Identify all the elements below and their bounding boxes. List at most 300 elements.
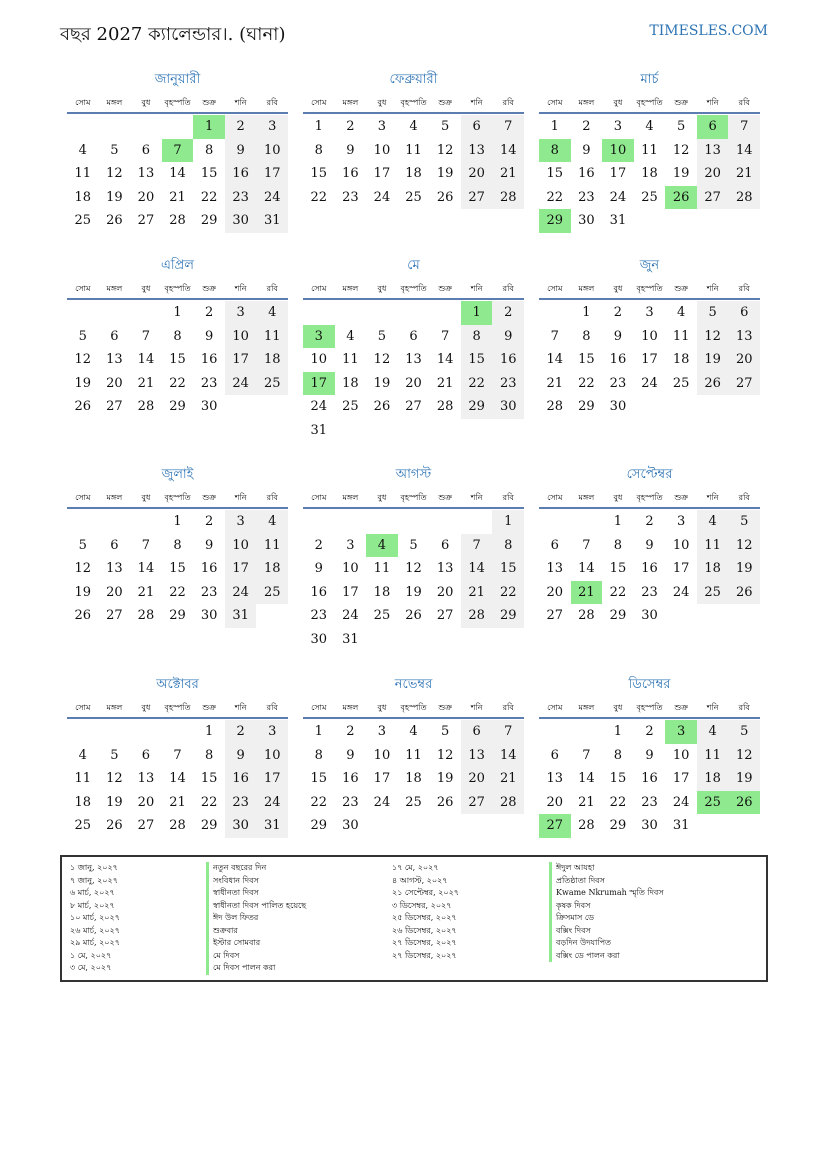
weekday-label: বুধ <box>377 97 387 107</box>
week-row <box>539 301 760 325</box>
weekday-label: শুক্র <box>674 702 688 712</box>
weekend-day-cell: 13 <box>461 744 493 768</box>
week-row <box>539 186 760 210</box>
weekend-day-cell: 25 <box>697 581 729 605</box>
day-cell: 20 <box>106 375 123 391</box>
day-cell: 26 <box>436 189 454 205</box>
weekday-label: রবি <box>738 97 750 107</box>
week-row <box>67 534 288 558</box>
week-row <box>303 139 524 163</box>
day-cell: 10 <box>641 328 658 344</box>
day-cell: 26 <box>405 608 422 623</box>
week-row <box>67 510 288 534</box>
day-cell: 25 <box>405 794 422 810</box>
weekday-header <box>67 489 288 509</box>
day-cell: 4 <box>78 142 87 158</box>
empty-day-cell <box>303 301 335 325</box>
legend-item: ৬ মার্চ, ২০২৭ <box>70 888 115 897</box>
weekday-header <box>303 489 524 509</box>
weekday-label: সোম <box>547 97 563 107</box>
holiday-day-cell: 27 <box>539 814 571 838</box>
day-cell: 4 <box>676 305 686 320</box>
weekend-day-cell: 20 <box>461 767 493 791</box>
week-row <box>67 814 288 838</box>
day-cell: 6 <box>110 537 119 553</box>
legend-item: ৪ আগস্ট, ২০২৭ <box>392 875 448 885</box>
week-row <box>539 720 760 744</box>
weekend-day-cell: 20 <box>728 348 760 372</box>
day-cell: 22 <box>200 189 218 205</box>
empty-day-cell <box>492 628 524 652</box>
week-row <box>539 604 760 628</box>
day-cell: 18 <box>74 189 92 205</box>
day-cell: 2 <box>346 724 355 739</box>
day-cell: 22 <box>310 189 328 205</box>
day-cell: 17 <box>609 166 627 181</box>
day-cell: 25 <box>74 213 92 228</box>
week-row <box>539 557 760 581</box>
legend-item: ৩ মে, ২০২৭ <box>70 963 112 972</box>
weekend-day-cell: 6 <box>728 301 760 325</box>
weekend-day-cell: 22 <box>461 372 493 396</box>
weekend-day-cell: 13 <box>461 139 493 163</box>
weekend-day-cell: 22 <box>492 581 524 605</box>
day-cell: 15 <box>310 771 328 786</box>
month-name: ফেব্রুয়ারী <box>389 72 438 87</box>
day-cell: 2 <box>582 119 591 134</box>
day-cell: 30 <box>609 399 627 414</box>
empty-day-cell <box>728 395 760 419</box>
weekday-label: মঙ্গল <box>106 492 123 502</box>
day-cell: 21 <box>436 375 454 391</box>
day-cell: 10 <box>672 747 690 763</box>
day-cell: 12 <box>672 142 690 158</box>
week-row <box>303 814 524 838</box>
weekend-day-cell: 29 <box>492 604 524 628</box>
day-cell: 10 <box>342 561 359 576</box>
day-cell: 11 <box>672 328 690 344</box>
day-cell: 2 <box>204 514 214 529</box>
day-cell: 24 <box>310 399 328 414</box>
weekday-label: শনি <box>706 702 719 712</box>
day-cell: 3 <box>613 119 623 134</box>
day-cell: 10 <box>373 747 391 763</box>
weekend-day-cell: 23 <box>225 186 257 210</box>
weekday-label: শুক্র <box>202 283 216 293</box>
day-cell: 4 <box>346 328 355 344</box>
weekday-label: রবি <box>738 492 750 502</box>
weekend-day-cell: 5 <box>728 510 760 534</box>
weekend-day-cell: 27 <box>461 791 493 815</box>
weekday-label: বৃহস্পতি <box>400 97 427 107</box>
day-cell: 7 <box>173 747 182 763</box>
month-name: অক্টোবর <box>156 677 199 692</box>
weekday-label: শনি <box>234 283 247 293</box>
day-cell: 19 <box>436 771 454 786</box>
weekend-day-cell: 10 <box>225 325 257 349</box>
day-cell: 14 <box>137 352 155 367</box>
weekday-label: মঙ্গল <box>578 702 595 712</box>
weekend-day-cell: 6 <box>461 115 493 139</box>
weekend-day-cell: 20 <box>461 162 493 186</box>
day-cell: 8 <box>314 142 323 158</box>
weekday-label: রবি <box>266 702 278 712</box>
month-calendar <box>539 465 760 628</box>
weekday-label: শনি <box>234 97 247 107</box>
week-row <box>67 557 288 581</box>
month-name: নভেম্বর <box>394 677 433 692</box>
empty-day-cell <box>398 628 430 652</box>
weekend-day-cell: 12 <box>697 325 729 349</box>
legend-item: কৃষক দিবস <box>549 900 719 913</box>
day-cell: 21 <box>169 189 186 205</box>
day-cell: 9 <box>645 747 654 763</box>
day-cell: 24 <box>373 189 391 205</box>
weekday-label: বৃহস্পতি <box>164 283 191 293</box>
day-cell: 21 <box>169 794 186 810</box>
day-cell: 31 <box>342 631 359 647</box>
weekend-day-cell: 12 <box>728 744 760 768</box>
day-cell: 2 <box>346 119 355 134</box>
day-cell: 14 <box>578 561 595 576</box>
weekend-day-cell: 30 <box>225 814 257 838</box>
weekday-label: রবি <box>502 492 514 502</box>
day-cell: 10 <box>310 352 328 367</box>
day-cell: 1 <box>550 119 559 134</box>
weekend-day-cell: 1 <box>492 510 524 534</box>
day-cell: 9 <box>204 537 214 553</box>
day-cell: 20 <box>106 584 123 600</box>
day-cell: 30 <box>342 818 359 833</box>
empty-day-cell <box>130 510 162 534</box>
holiday-day-cell: 25 <box>697 791 729 815</box>
empty-day-cell <box>461 510 493 534</box>
weekday-header <box>303 280 524 300</box>
weekend-day-cell: 7 <box>461 534 493 558</box>
day-cell: 11 <box>405 747 422 763</box>
day-cell: 11 <box>405 142 422 158</box>
weekday-label: শনি <box>706 283 719 293</box>
day-cell: 28 <box>578 818 595 833</box>
weekend-day-cell: 24 <box>225 581 257 605</box>
month-name: মার্চ <box>640 72 659 87</box>
month-calendar <box>67 465 288 628</box>
weekday-label: সোম <box>547 283 563 293</box>
weekend-day-cell: 24 <box>256 186 288 210</box>
month-calendar <box>303 256 524 442</box>
weekday-label: সোম <box>75 283 91 293</box>
holiday-day-cell: 1 <box>461 301 493 325</box>
weekend-day-cell: 19 <box>728 767 760 791</box>
month-calendar <box>539 70 760 233</box>
day-cell: 5 <box>440 724 450 739</box>
day-cell: 27 <box>546 608 564 623</box>
empty-day-cell <box>99 510 131 534</box>
day-cell: 18 <box>373 584 391 600</box>
day-cell: 20 <box>546 794 564 810</box>
weekday-header <box>67 699 288 719</box>
day-cell: 7 <box>440 328 450 344</box>
holiday-day-cell: 3 <box>303 325 335 349</box>
empty-day-cell <box>225 395 257 419</box>
day-cell: 16 <box>310 584 328 600</box>
weekday-label: শনি <box>470 283 483 293</box>
day-cell: 31 <box>672 818 690 833</box>
weekend-day-cell: 11 <box>256 534 288 558</box>
week-row <box>539 510 760 534</box>
day-cell: 24 <box>609 189 627 205</box>
empty-day-cell <box>130 301 162 325</box>
day-cell: 13 <box>106 561 123 576</box>
empty-day-cell <box>130 720 162 744</box>
day-cell: 29 <box>578 399 595 414</box>
weekday-label: শুক্র <box>674 492 688 502</box>
day-cell: 29 <box>169 399 186 414</box>
week-row <box>67 581 288 605</box>
day-cell: 7 <box>582 537 591 553</box>
day-cell: 1 <box>582 305 591 320</box>
week-row <box>67 139 288 163</box>
day-cell: 24 <box>641 375 658 391</box>
weekend-day-cell: 7 <box>728 115 760 139</box>
day-cell: 16 <box>609 352 627 367</box>
day-cell: 12 <box>74 561 92 576</box>
day-cell: 16 <box>342 166 359 181</box>
day-cell: 17 <box>373 166 391 181</box>
weekend-day-cell: 4 <box>256 301 288 325</box>
week-row <box>303 557 524 581</box>
day-cell: 21 <box>578 794 595 810</box>
day-cell: 1 <box>613 724 623 739</box>
day-cell: 27 <box>436 608 454 623</box>
day-cell: 5 <box>409 537 418 553</box>
day-cell: 2 <box>314 537 323 553</box>
empty-day-cell <box>492 419 524 443</box>
day-cell: 11 <box>342 352 359 367</box>
day-cell: 2 <box>613 305 623 320</box>
empty-day-cell <box>665 209 697 233</box>
week-row <box>303 767 524 791</box>
day-cell: 8 <box>204 142 214 158</box>
empty-day-cell <box>162 115 194 139</box>
weekday-label: শুক্র <box>202 702 216 712</box>
empty-day-cell <box>366 301 398 325</box>
empty-day-cell <box>99 115 131 139</box>
day-cell: 29 <box>310 818 328 833</box>
week-row <box>67 767 288 791</box>
weekday-label: বৃহস্পতি <box>400 492 427 502</box>
day-cell: 7 <box>141 537 151 553</box>
day-cell: 26 <box>106 213 123 228</box>
legend-item: ২৭ ডিসেম্বর, ২০২৭ <box>392 938 457 947</box>
day-cell: 16 <box>578 166 595 181</box>
day-cell: 15 <box>546 166 564 181</box>
day-cell: 9 <box>204 328 214 344</box>
holiday-day-cell: 6 <box>697 115 729 139</box>
month-name: জুন <box>639 258 660 273</box>
day-cell: 16 <box>641 561 658 576</box>
week-row <box>539 162 760 186</box>
weekday-label: বুধ <box>613 492 623 502</box>
weekday-label: রবি <box>502 283 514 293</box>
weekday-label: বৃহস্পতি <box>636 702 663 712</box>
day-cell: 23 <box>578 189 595 205</box>
weekend-day-cell: 28 <box>492 791 524 815</box>
empty-day-cell <box>99 720 131 744</box>
legend-names-column-1 <box>206 862 376 975</box>
weekend-day-cell: 3 <box>256 720 288 744</box>
weekday-label: শুক্র <box>438 492 452 502</box>
empty-day-cell <box>67 510 99 534</box>
weekend-day-cell: 14 <box>492 139 524 163</box>
weekend-day-cell: 28 <box>728 186 760 210</box>
weekday-header <box>539 94 760 114</box>
day-cell: 29 <box>200 213 218 228</box>
day-cell: 9 <box>314 561 323 576</box>
day-cell: 6 <box>440 537 450 553</box>
weekday-label: মঙ্গল <box>342 702 359 712</box>
day-cell: 19 <box>672 166 690 181</box>
empty-day-cell <box>429 301 461 325</box>
weekend-day-cell: 28 <box>492 186 524 210</box>
day-cell: 9 <box>346 142 355 158</box>
weekend-day-cell: 9 <box>492 325 524 349</box>
weekend-day-cell: 10 <box>256 139 288 163</box>
holiday-day-cell: 7 <box>162 139 194 163</box>
day-cell: 14 <box>137 561 155 576</box>
month-name: আগস্ট <box>395 467 432 482</box>
weekend-day-cell: 4 <box>697 720 729 744</box>
day-cell: 22 <box>609 794 627 810</box>
weekday-label: শনি <box>706 97 719 107</box>
day-cell: 17 <box>641 352 658 367</box>
week-row <box>539 139 760 163</box>
weekday-label: সোম <box>311 702 327 712</box>
day-cell: 20 <box>405 375 422 391</box>
day-cell: 3 <box>676 514 686 529</box>
weekday-label: মঙ্গল <box>106 702 123 712</box>
empty-day-cell <box>67 115 99 139</box>
day-cell: 1 <box>173 514 182 529</box>
day-cell: 3 <box>346 537 355 553</box>
weekday-label: বৃহস্পতি <box>164 492 191 502</box>
empty-day-cell <box>366 510 398 534</box>
day-cell: 8 <box>314 747 323 763</box>
day-cell: 17 <box>373 771 391 786</box>
day-cell: 8 <box>204 747 214 763</box>
day-cell: 25 <box>74 818 92 833</box>
month-name: ডিসেম্বর <box>628 677 671 692</box>
empty-day-cell <box>461 419 493 443</box>
day-cell: 2 <box>204 305 214 320</box>
week-row <box>539 372 760 396</box>
day-cell: 28 <box>578 608 595 623</box>
weekend-day-cell: 23 <box>225 791 257 815</box>
legend-item: ২৬ মার্চ, ২০২৭ <box>70 925 120 935</box>
weekend-day-cell: 21 <box>461 581 493 605</box>
day-cell: 24 <box>672 794 690 810</box>
weekend-day-cell: 17 <box>256 162 288 186</box>
day-cell: 30 <box>641 818 658 833</box>
weekend-day-cell: 18 <box>697 557 729 581</box>
holiday-day-cell: 26 <box>665 186 697 210</box>
week-row <box>303 395 524 419</box>
weekend-day-cell: 15 <box>492 557 524 581</box>
empty-day-cell <box>665 604 697 628</box>
week-row <box>539 325 760 349</box>
weekend-day-cell: 25 <box>256 581 288 605</box>
day-cell: 5 <box>377 328 387 344</box>
month-calendar <box>303 465 524 651</box>
day-cell: 5 <box>78 537 87 553</box>
legend-item: ২৯ মার্চ, ২০২৭ <box>70 938 120 947</box>
weekend-day-cell: 16 <box>225 767 257 791</box>
weekday-label: বৃহস্পতি <box>636 492 663 502</box>
weekend-day-cell: 8 <box>461 325 493 349</box>
weekday-label: বৃহস্পতি <box>636 97 663 107</box>
weekday-header <box>67 94 288 114</box>
legend-item: নতুন বছরের দিন <box>206 862 376 875</box>
week-row <box>67 301 288 325</box>
week-row <box>303 301 524 325</box>
day-cell: 19 <box>106 794 123 810</box>
day-cell: 23 <box>200 375 218 391</box>
week-row <box>539 115 760 139</box>
day-cell: 23 <box>641 584 658 600</box>
day-cell: 11 <box>641 142 658 158</box>
legend-item: বক্সিং ডে পালন করা <box>549 950 719 963</box>
weekend-day-cell: 21 <box>492 162 524 186</box>
day-cell: 6 <box>141 142 151 158</box>
page-title: বছর 2027 ক্যালেন্ডার।. (ঘানা) <box>60 24 286 45</box>
day-cell: 17 <box>342 584 359 600</box>
day-cell: 16 <box>342 771 359 786</box>
weekend-day-cell: 2 <box>492 301 524 325</box>
weekday-label: শুক্র <box>674 283 688 293</box>
weekday-label: সোম <box>75 492 91 502</box>
weekend-day-cell: 10 <box>256 744 288 768</box>
day-cell: 17 <box>672 771 690 786</box>
day-cell: 5 <box>110 142 119 158</box>
empty-day-cell <box>429 814 461 838</box>
legend-item: ২১ সেপ্টেম্বর, ২০২৭ <box>392 888 459 897</box>
day-cell: 13 <box>405 352 422 367</box>
legend-item: ৩ ডিসেম্বর, ২০২৭ <box>392 900 452 910</box>
weekday-label: শনি <box>470 702 483 712</box>
legend-item: Kwame Nkrumah স্মৃতি দিবস <box>549 887 719 900</box>
legend-item: স্বাধীনতা দিবস পালিত হয়েছে <box>206 900 376 913</box>
day-cell: 1 <box>173 305 182 320</box>
day-cell: 25 <box>373 608 391 623</box>
weekday-label: সোম <box>311 283 327 293</box>
day-cell: 5 <box>676 119 686 134</box>
day-cell: 19 <box>436 166 454 181</box>
site-link[interactable]: TIMESLES.COM <box>649 23 768 39</box>
day-cell: 3 <box>377 119 387 134</box>
day-cell: 9 <box>613 328 623 344</box>
day-cell: 18 <box>672 352 690 367</box>
weekend-day-cell: 31 <box>225 604 257 628</box>
weekend-day-cell: 26 <box>697 372 729 396</box>
day-cell: 22 <box>169 375 186 391</box>
week-row <box>67 162 288 186</box>
day-cell: 12 <box>74 352 92 367</box>
weekend-day-cell: 13 <box>697 139 729 163</box>
day-cell: 1 <box>314 119 323 134</box>
day-cell: 28 <box>169 818 186 833</box>
weekday-label: শুক্র <box>438 283 452 293</box>
empty-day-cell <box>256 604 288 628</box>
